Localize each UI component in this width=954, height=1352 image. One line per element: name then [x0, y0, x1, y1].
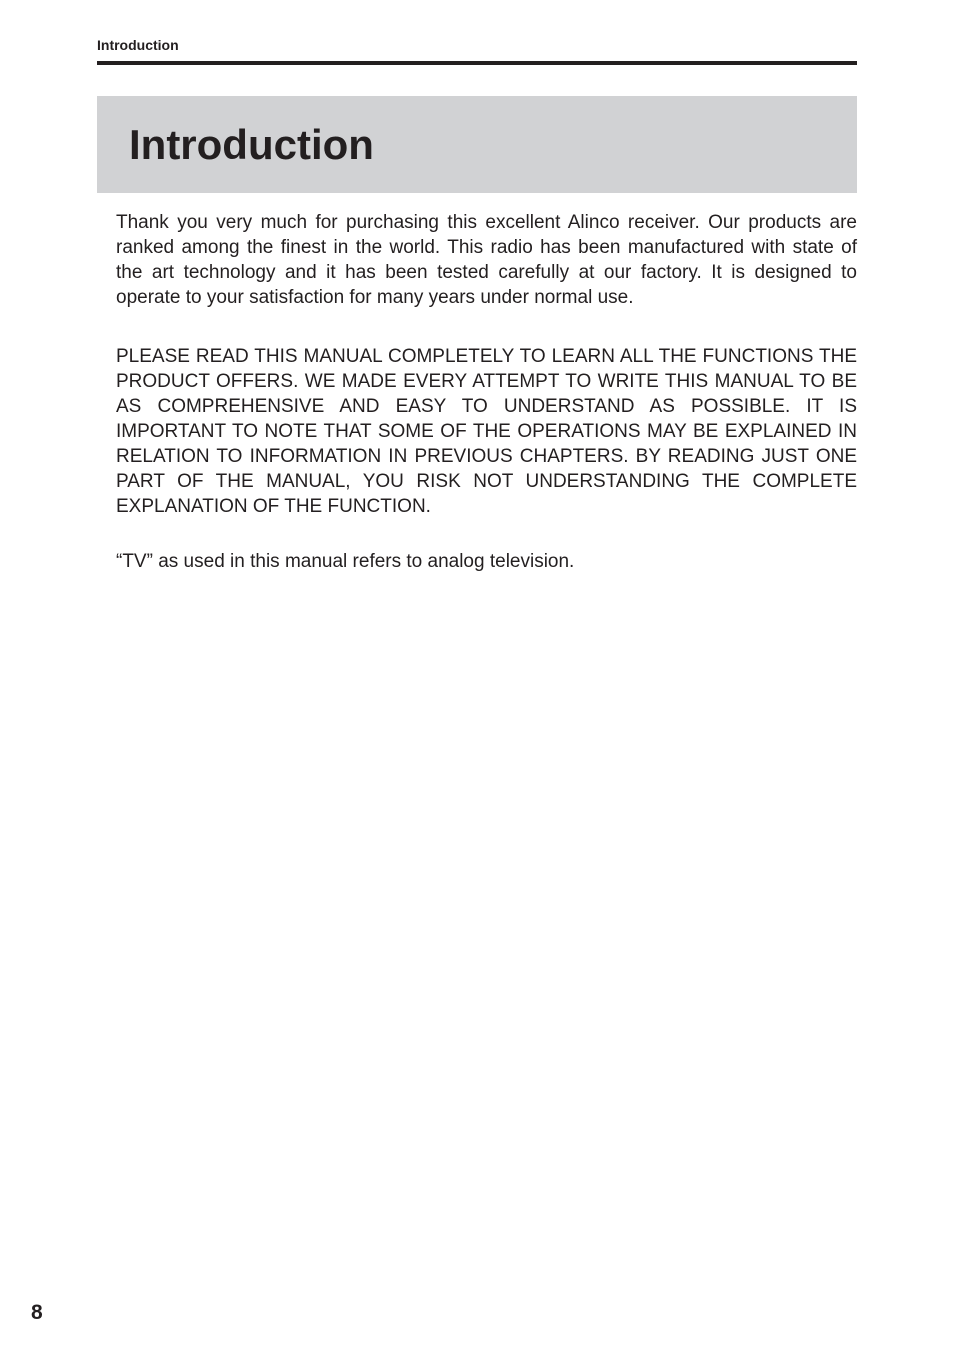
chapter-title-band	[97, 96, 857, 193]
running-header: Introduction	[97, 37, 179, 53]
page-number: 8	[31, 1301, 43, 1324]
tv-note-paragraph: “TV” as used in this manual refers to analog television.	[116, 551, 575, 572]
page-title: Introduction	[129, 121, 374, 168]
notice-paragraph: PLEASE READ THIS MANUAL COMPLETELY TO LEARN ALL THE FUNCTIONS THE PRODUCT OFFERS. WE MADE EVERY ATTEMPT TO WRITE THIS MANUAL TO BE AS COMPREHENSIVE AND EASY TO UNDERSTAND AS POSSIBLE. IT IS IMPORTANT TO NOTE THAT SOME OF THE OPERATIONS MAY BE EXPLAINED IN RELATION TO INFORMATION IN PREVIOUS CHAPTERS. BY READING JUST ONE PART OF THE MANUAL, YOU RISK NOT UNDERSTANDING THE COMPLETE EXPLANATION OF THE FUNCTION.	[116, 346, 857, 517]
header-rule	[97, 61, 857, 65]
intro-paragraph: Thank you very much for purchasing this excellent Alinco receiver. Our products are ranked among the finest in the world. This radio has been manufactured with state of the art technology and it has been tested carefully at our factory. It is designed to operate to your satisfaction for many years under normal use.	[116, 212, 857, 308]
